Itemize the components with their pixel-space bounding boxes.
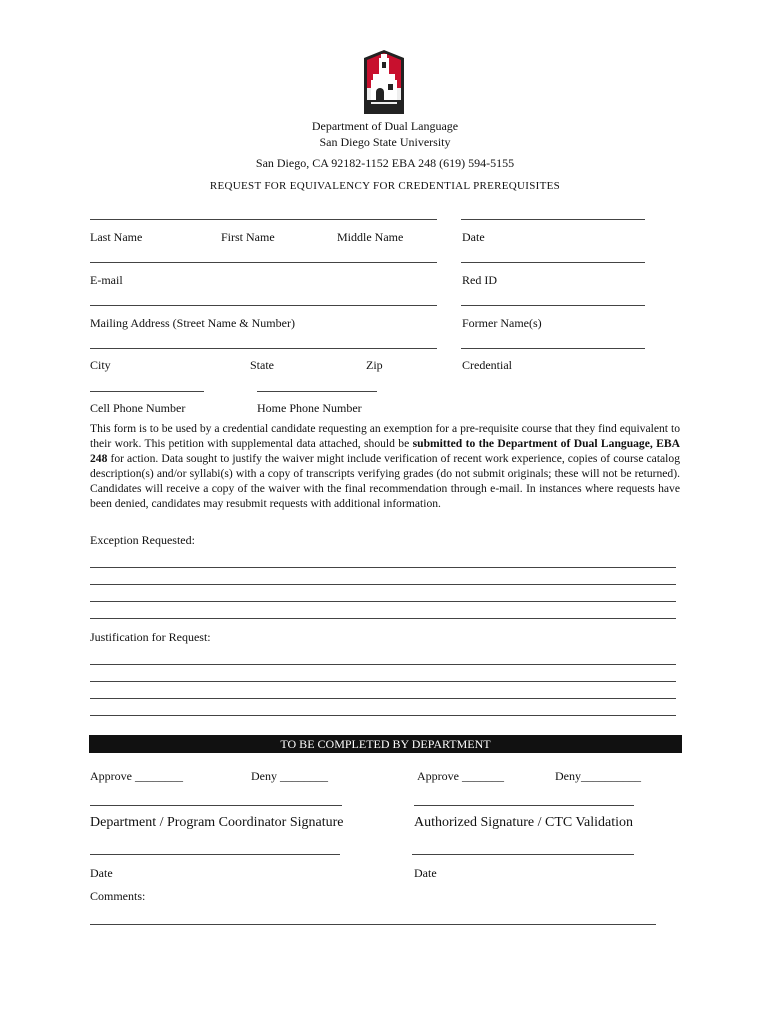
justification-label: Justification for Request:	[90, 630, 211, 644]
justification-line-1[interactable]	[90, 664, 676, 665]
authorized-date-line[interactable]	[412, 854, 634, 855]
former-names-label: Former Name(s)	[462, 316, 542, 330]
authorized-signature-label: Authorized Signature / CTC Validation	[414, 815, 634, 830]
mailing-address-label: Mailing Address (Street Name & Number)	[90, 316, 295, 330]
city-label: City	[90, 358, 111, 372]
form-title: REQUEST FOR EQUIVALENCY FOR CREDENTIAL PREREQUISITES	[209, 180, 561, 192]
authorized-date-label: Date	[414, 866, 437, 880]
first-name-label: First Name	[221, 230, 275, 244]
credential-line[interactable]	[461, 348, 645, 349]
sdsu-logo	[362, 48, 406, 116]
middle-name-label: Middle Name	[337, 230, 404, 244]
department-section-banner: TO BE COMPLETED BY DEPARTMENT	[89, 735, 682, 753]
university-name: San Diego State University	[319, 135, 451, 149]
exception-line-2[interactable]	[90, 584, 676, 585]
date-label: Date	[462, 230, 485, 244]
justification-line-3[interactable]	[90, 698, 676, 699]
credential-label: Credential	[462, 358, 512, 372]
department-address: San Diego, CA 92182-1152 EBA 248 (619) 594-5155	[255, 156, 515, 170]
exception-line-1[interactable]	[90, 567, 676, 568]
home-phone-label: Home Phone Number	[257, 401, 362, 415]
deny-field-2[interactable]: Deny__________	[555, 769, 641, 783]
authorized-signature-line[interactable]	[414, 805, 634, 806]
former-names-line[interactable]	[461, 305, 645, 306]
approve-field-2[interactable]: Approve _______	[417, 769, 504, 783]
date-line[interactable]	[461, 219, 645, 220]
exception-line-4[interactable]	[90, 618, 676, 619]
exception-label: Exception Requested:	[90, 533, 195, 547]
email-line[interactable]	[90, 262, 437, 263]
justification-line-4[interactable]	[90, 715, 676, 716]
coordinator-date-line[interactable]	[90, 854, 340, 855]
comments-line[interactable]	[90, 924, 656, 925]
comments-label: Comments:	[90, 889, 146, 903]
mailing-address-line[interactable]	[90, 305, 437, 306]
deny-field-1[interactable]: Deny ________	[251, 769, 328, 783]
approve-field-1[interactable]: Approve ________	[90, 769, 183, 783]
department-name: Department of Dual Language	[311, 119, 459, 133]
instructions-paragraph: This form is to be used by a credential candidate requesting an exemption for a pre-requisite course that they find equivalent to their work. This petition with supplemental data attached, should be submitted to the Department of Dual Language, EBA 248 for action. Data sought to justify the waiver might include verification of recent work experience, copies of course catalog description(s) and/or syllabi(s) with a copy of transcripts verifying grades (do not submit originals; these will not be returned). Candidates will receive a copy of the waiver with the final recommendation through e-mail. In instances where requests have been denied, candidates may resubmit requests with additional information.	[90, 422, 680, 510]
cell-phone-label: Cell Phone Number	[90, 401, 186, 415]
name-line[interactable]	[90, 219, 437, 220]
red-id-line[interactable]	[461, 262, 645, 263]
justification-line-2[interactable]	[90, 681, 676, 682]
email-label: E-mail	[90, 273, 123, 287]
zip-label: Zip	[366, 358, 383, 372]
coordinator-signature-line[interactable]	[90, 805, 342, 806]
last-name-label: Last Name	[90, 230, 143, 244]
city-state-zip-line[interactable]	[90, 348, 437, 349]
home-phone-line[interactable]	[257, 391, 377, 392]
cell-phone-line[interactable]	[90, 391, 204, 392]
coordinator-date-label: Date	[90, 866, 113, 880]
state-label: State	[250, 358, 274, 372]
exception-line-3[interactable]	[90, 601, 676, 602]
coordinator-signature-label: Department / Program Coordinator Signature	[90, 815, 344, 830]
red-id-label: Red ID	[462, 273, 497, 287]
